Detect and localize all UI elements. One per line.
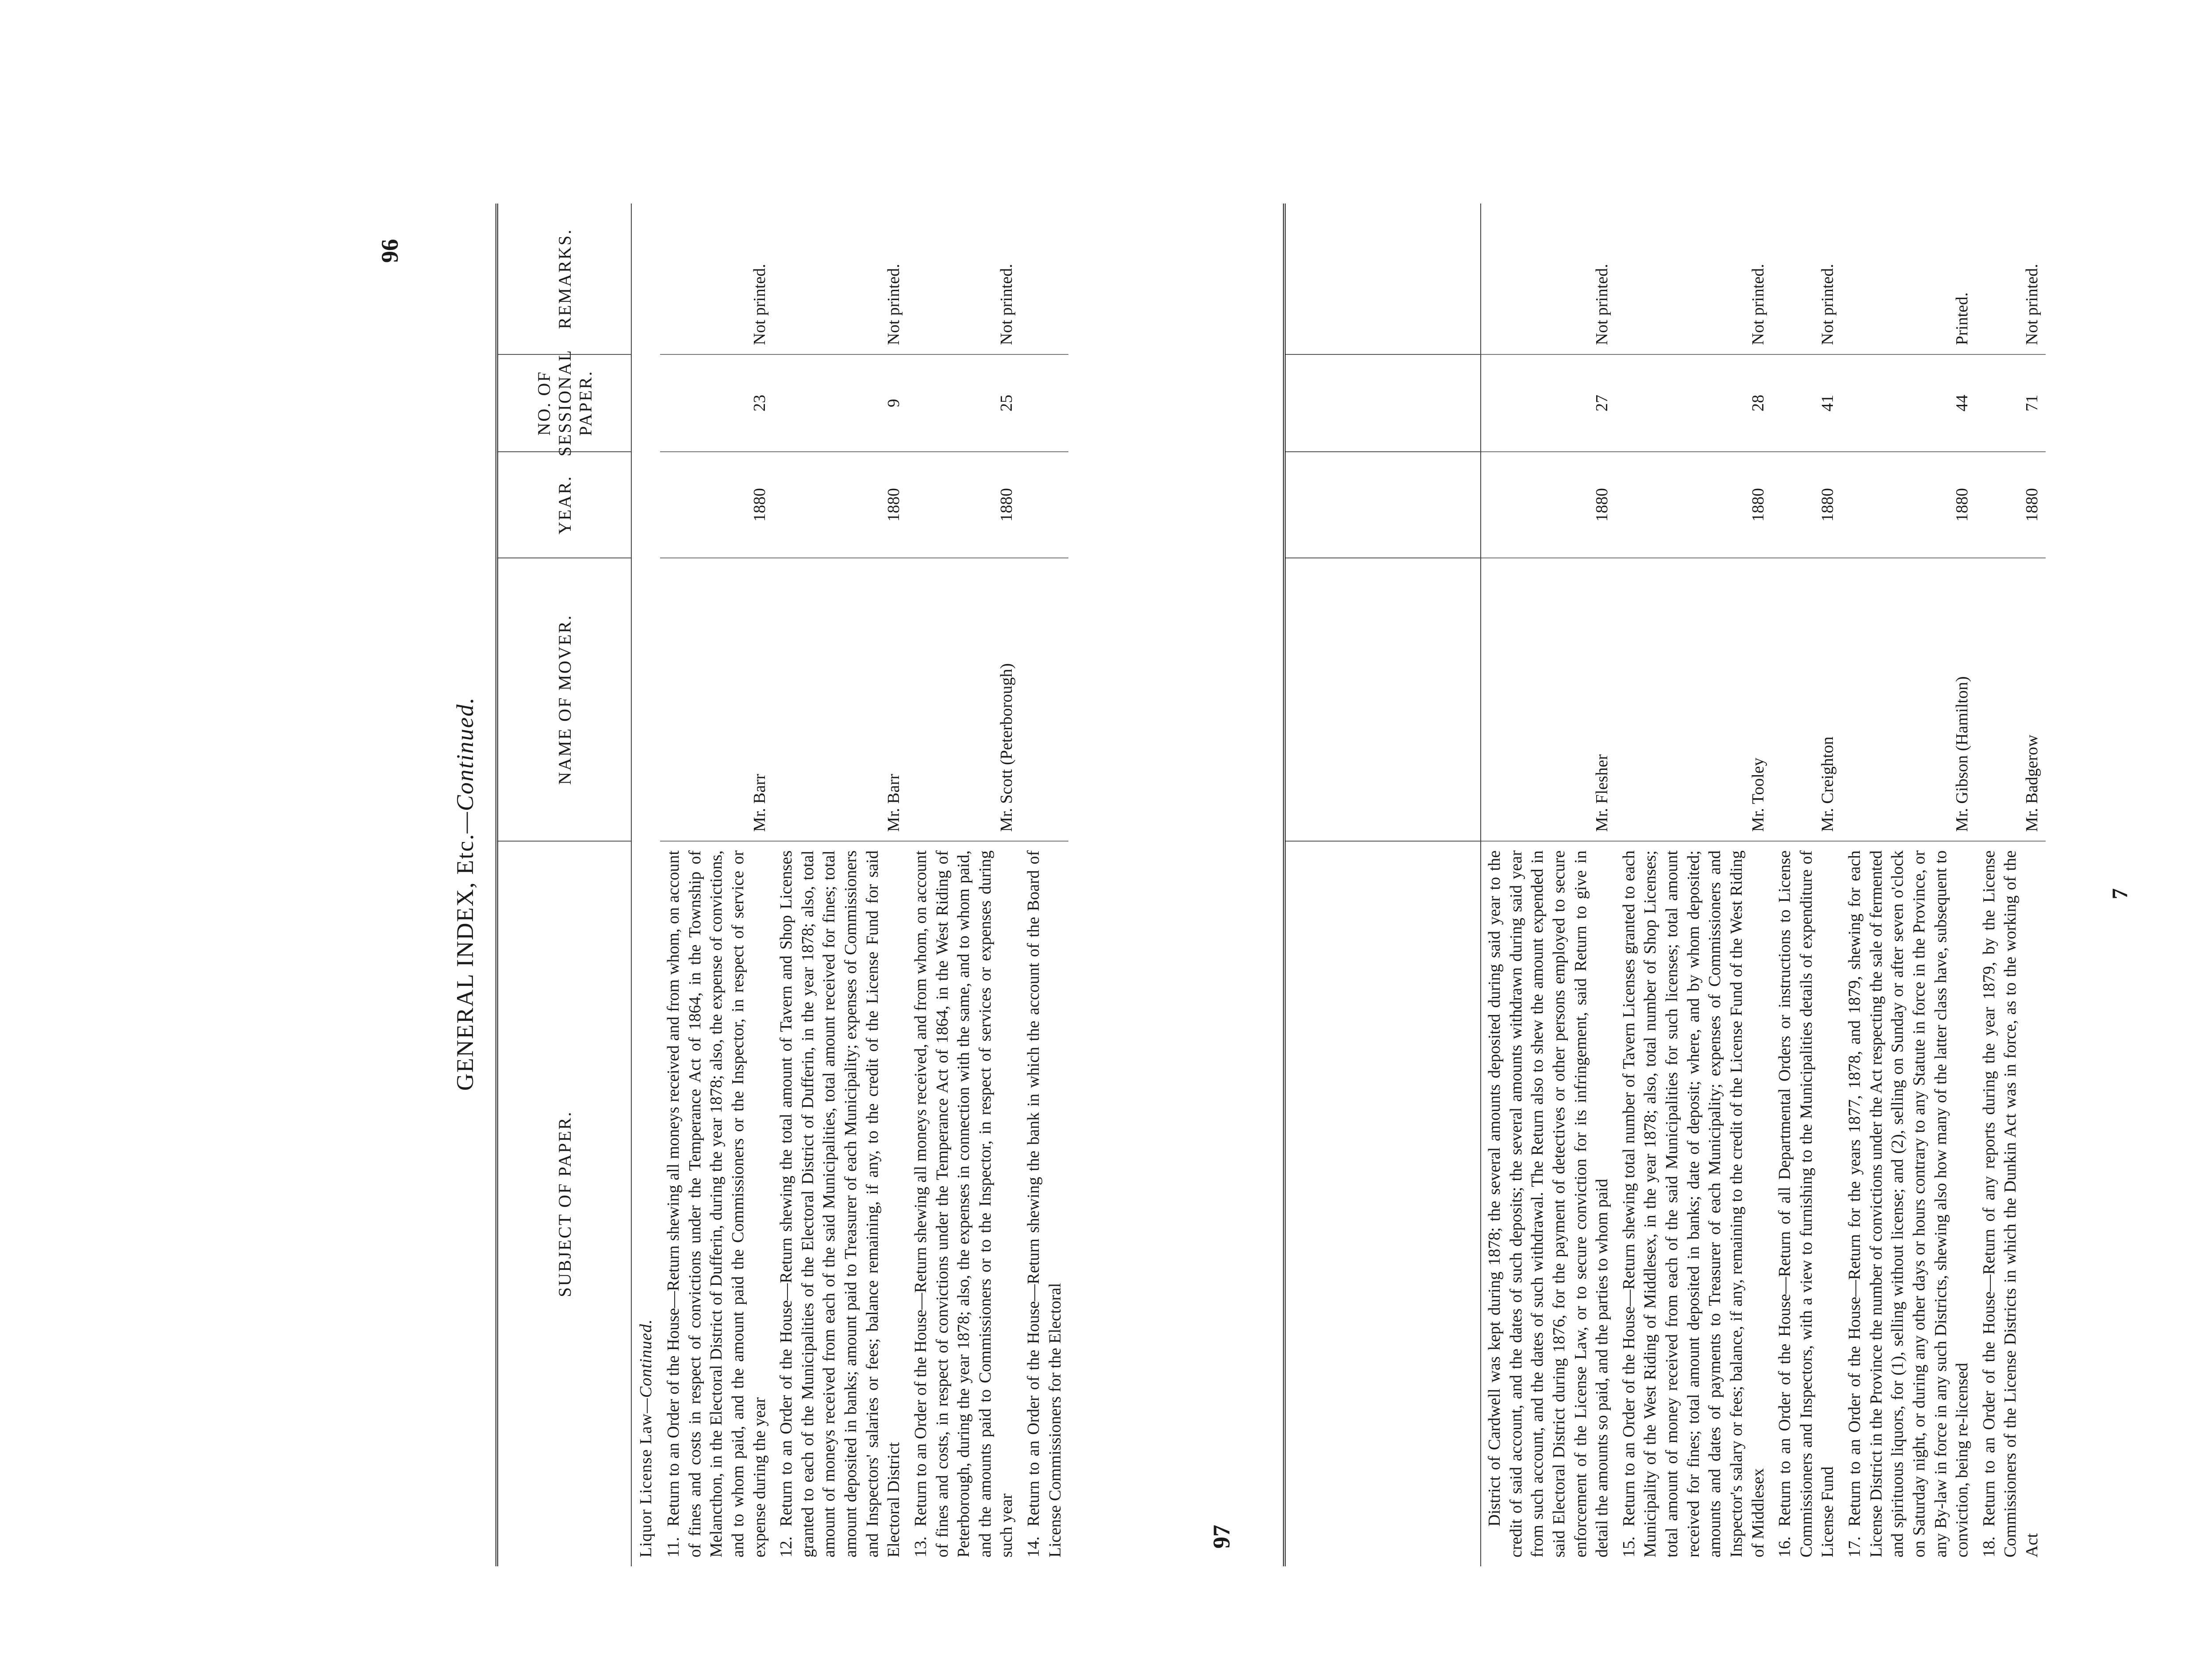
paper-number-cell: 44 <box>1841 354 1976 451</box>
year-cell: 1880 <box>1481 451 1616 558</box>
subject-cell <box>1976 841 2046 1566</box>
page-96 <box>363 186 1274 1602</box>
year-cell: 1880 <box>1771 451 1841 558</box>
subject-cell <box>1616 841 1771 1566</box>
column-header-subject: SUBJECT OF PAPER. <box>498 841 631 1566</box>
remarks-cell: Not printed. <box>1748 264 1767 345</box>
table-row <box>1616 204 1771 1566</box>
remarks-cell: Not printed. <box>884 264 903 345</box>
subject-text: Return to an Order of the House—Return of all Departmental Orders or instructions to License Commissioners and Inspectors, with a view to furnishing to the Municipalities details of expenditure of License Fund <box>1775 850 1837 1557</box>
subject-text: Return to an Order of the House—Return shewing total number of Tavern Licenses granted to each Municipality of the West Riding of Middlesex, in the year 1878; also, total number of Shop Licenses; total amount of money received from each of the said Municipalities for such licenses; total amount received for fines; total amount deposited in banks; date of deposit; where, and by whom deposited; amounts and dates of payments to Treasurer of each Municipality; expenses of Commissioners and Inspector's salary or fees; balance, if any, remaining to the credit of the License Fund of the West Riding of Middlesex <box>1619 850 1767 1557</box>
table-row <box>907 204 1020 1566</box>
year-cell: 1880 <box>1976 451 2046 558</box>
item-number: 15. <box>1619 1536 1638 1557</box>
subject-text: District of Cardwell was kept during 1878; the several amounts deposited during said year to the credit of said account, and the dates of such deposits; the several amounts withdrawn during said year from such account, and the dates of such withdrawal. The Return also to shew the amount expended in said Electoral District during 1876, for the payment of detectives or other persons employed to secure enforcement of the License Law, or to secure conviction for its infringement, said Return to give in detail the amounts so paid, and the parties to whom paid <box>1485 850 1612 1557</box>
table-row <box>1481 204 1616 1566</box>
item-number: 14. <box>1024 1536 1043 1557</box>
mover-cell <box>1020 558 1068 841</box>
column-header-remarks: REMARKS. <box>554 228 575 329</box>
page-title: GENERAL INDEX, Etc.—Continued. <box>452 696 478 1091</box>
subject-cell <box>1481 841 1616 1566</box>
column-header-year: YEAR. <box>498 451 631 558</box>
item-number: 17. <box>1845 1536 1864 1557</box>
subject-cell <box>773 841 907 1566</box>
year-cell: 1880 <box>1616 451 1771 558</box>
signature-number: 7 <box>2107 888 2132 900</box>
subject-text: Return to an Order of the House—Return shewing the bank in which the account of the Board of License Commissioners for the Electoral <box>1024 850 1064 1557</box>
paper-number-cell <box>1020 354 1068 451</box>
subject-cell <box>907 841 1020 1566</box>
paper-number-cell: 25 <box>907 354 1020 451</box>
remarks-cell: Not printed. <box>1818 264 1837 345</box>
item-number: 13. <box>911 1536 930 1557</box>
paper-number-cell: 27 <box>1481 354 1616 451</box>
year-cell: 1880 <box>773 451 907 558</box>
mover-cell: Mr. Flesher <box>1481 558 1616 841</box>
mover-cell: Mr. Scott (Peterborough) <box>907 558 1020 841</box>
column-header-mover: NAME OF MOVER. <box>498 558 631 841</box>
year-cell: 1880 <box>907 451 1020 558</box>
subject-cell <box>1020 841 1068 1566</box>
remarks-cell: Not printed. <box>997 264 1016 345</box>
paper-number-cell: 23 <box>660 354 773 451</box>
item-number: 12. <box>777 1536 796 1557</box>
subject-text: Return to an Order of the House—Return for the years 1877, 1878, and 1879, shewing for each License District in the Province the number of convictions under the Act respecting the sale of fermented and spirituous liquors, for (1), selling without license; and (2), selling on Sunday or after seven o'clock on Saturday night, or during any other days or hours contrary to any Statute in force in the Province, or any By-law in force in any such Districts, shewing also how many of the latter class have, subsequent to conviction, being re-licensed <box>1845 850 1972 1557</box>
page-97 <box>1194 186 2132 1602</box>
mover-cell: Mr. Gibson (Hamilton) <box>1841 558 1976 841</box>
table-row <box>1771 204 1841 1566</box>
year-cell <box>1020 451 1068 558</box>
table-row <box>1020 204 1068 1566</box>
mover-cell: Mr. Tooley <box>1616 558 1771 841</box>
subject-text: Return to an Order of the House—Return shewing all moneys received and from whom, on account of fines and costs in respect of convictions under the Temperance Act of 1864, in the Township of Melancthon, in the Electoral District of Dufferin, during the year 1878; also, the expense of convictions, and to whom paid, and the amount paid the Commissioners or the Inspector, in respect of service or expense during the year <box>664 850 769 1557</box>
table-row <box>1841 204 1976 1566</box>
subject-text: Return to an Order of the House—Return of any reports during the year 1879, by the License Commissioners of the License Districts in which the Dunkin Act was in force, as to the working of the Act <box>1979 850 2041 1557</box>
column-header-paper: NO. OF SESSIONAL PAPER. <box>498 354 631 451</box>
subject-cell <box>1841 841 1976 1566</box>
paper-number-cell: 41 <box>1771 354 1841 451</box>
year-cell: 1880 <box>1841 451 1976 558</box>
subject-cell <box>1771 841 1841 1566</box>
subject-text: Return to an Order of the House—Return shewing all moneys received, and from whom, on account of fines and costs, in respect of convictions under the Temperance Act of 1864, in the West Riding of Peterborough, during the year 1878; also, the expenses in connection with the same, and to whom paid, and the amounts paid to Commissioners or to the Inspector, in respect of services or expenses during such year <box>911 850 1016 1557</box>
index-table <box>495 204 1256 1566</box>
mover-cell: Mr. Barr <box>660 558 773 841</box>
subject-text: Return to an Order of the House—Return shewing the total amount of Tavern and Shop Licenses granted to each of the Municipalities of the Electoral District of Dufferin, in the year 1878; also, total amount of moneys received from each of the said Municipalities, total amount received for fines; total amount deposited in banks; amount paid to Treasurer of each Municipality; expenses of Commissioners and Inspectors' salaries or fees; balance remaining, if any, to the credit of the License Fund for said Electoral District <box>777 850 903 1557</box>
subject-cell <box>660 841 773 1566</box>
paper-number-cell: 71 <box>1976 354 2046 451</box>
paper-number-cell: 28 <box>1616 354 1771 451</box>
paper-number-cell: 9 <box>773 354 907 451</box>
remarks-cell: Printed. <box>1953 292 1972 345</box>
remarks-cell: Not printed. <box>1593 264 1612 345</box>
mover-cell: Mr. Creighton <box>1771 558 1841 841</box>
page-number: 96 <box>376 239 403 263</box>
section-heading: Liquor License Law—Continued. <box>637 1319 655 1557</box>
table-row <box>1976 204 2046 1566</box>
table-row <box>773 204 907 1566</box>
table-header <box>498 204 632 1566</box>
mover-cell: Mr. Badgerow <box>1976 558 2046 841</box>
table-body <box>1481 204 2046 1566</box>
item-number: 11. <box>664 1537 683 1557</box>
table-row <box>660 204 773 1566</box>
remarks-cell: Not printed. <box>2023 264 2041 345</box>
mover-cell: Mr. Barr <box>773 558 907 841</box>
item-number: 16. <box>1775 1536 1794 1557</box>
remarks-cell <box>1020 204 1068 354</box>
index-table <box>1283 204 2088 1566</box>
remarks-cell: Not printed. <box>750 264 769 345</box>
table-header-blank <box>1286 204 1481 1566</box>
year-cell: 1880 <box>660 451 773 558</box>
page-number: 97 <box>1208 1525 1235 1549</box>
item-number: 18. <box>1979 1536 1998 1557</box>
table-body <box>660 204 1068 1566</box>
